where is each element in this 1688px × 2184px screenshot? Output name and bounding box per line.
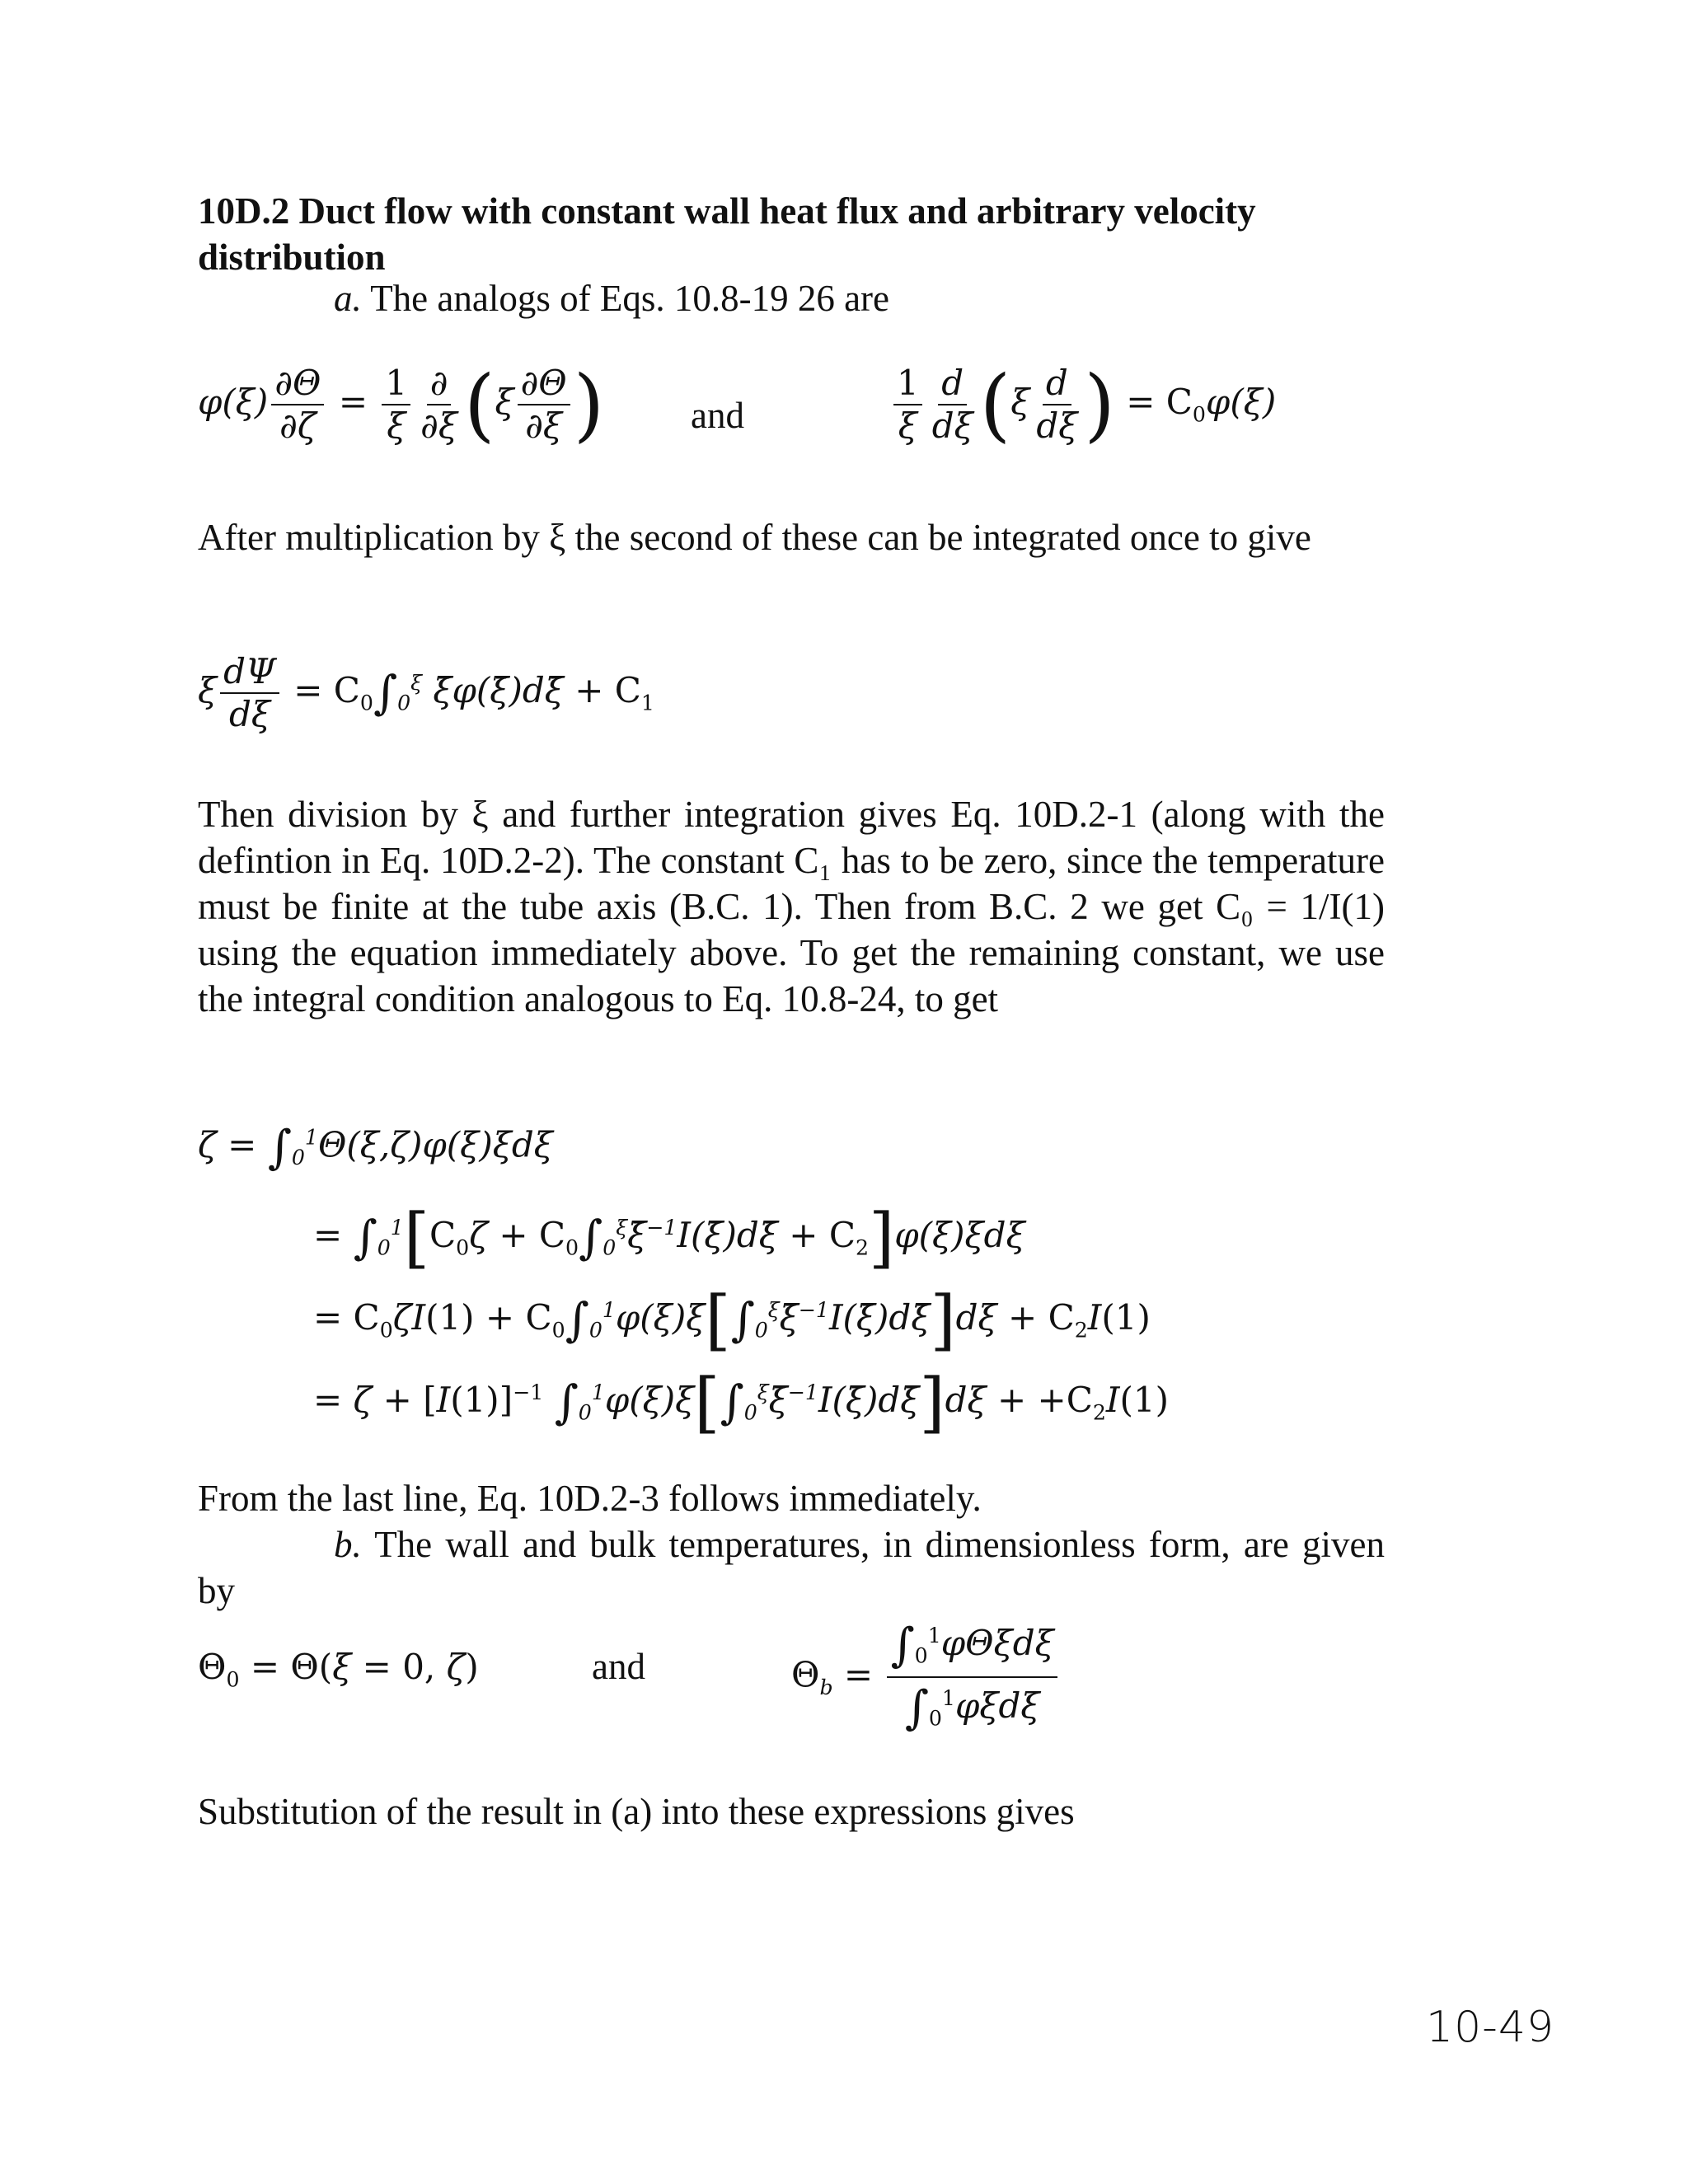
part-b-intro bbox=[198, 1521, 1385, 1614]
equation-zeta-line-1: $\zeta = \int_0^1\Theta(\xi,\zeta)\varphi(\xi)\xi d\xi$ bbox=[198, 1121, 553, 1174]
paragraph-after-eq3: From the last line, Eq. 10D.2-3 follows immediately. bbox=[198, 1478, 982, 1519]
part-b-intro-text: The wall and bulk temperatures, in dimensionless form, are given by bbox=[198, 1524, 1386, 1611]
part-a-label: a. bbox=[334, 278, 362, 319]
equation-psi-analog: $\frac{1}{\xi}$ $\frac{d}{d\xi}$ (ξ $\frac{d}{d\xi}$ ) = $C_0\varphi(\xi)$ bbox=[890, 363, 1276, 447]
equation-connector-and: and bbox=[691, 395, 744, 436]
equation-bulk-temperature: $\Theta_b$ = $\frac{\int_0^1\varphi\Theta\xi d\xi}{\int_0^1\varphi\xi d\xi}$ bbox=[791, 1615, 1061, 1740]
equation-wall-temperature: $\Theta_0 = \Theta(\xi = 0$, ζ) bbox=[198, 1647, 479, 1692]
equation-zeta-line-3: = $C_0\zeta I(1)$ + $C_0\int_0^1\varphi(\xi)\xi[\int_0^\xi\xī^{-1}I(\xī)d\xī]d\xi + C_2I(1)$ bbox=[313, 1282, 1151, 1358]
paragraph-closing: Substitution of the result in (a) into these expressions gives bbox=[198, 1791, 1075, 1832]
equation-zeta-line-4: = $\zeta + [I(1)]^{-1}$ $\int_0^1\varphi(\xi)\xi[\int_0^\xi\xī^{-1}I(\xī)d\xī]d\xi + +C_2I(1)$ bbox=[313, 1364, 1169, 1441]
equation-integrated-once: ξ $\frac{d\Psi}{d\xi}$ = $C_0\int_0^\xi$ ξ̄φ(ξ̄)dξ̄ + $C_1$ bbox=[198, 651, 654, 734]
equation-energy-analog: φ(ξ) $\frac{\partial\Theta}{\partial\zeta}$ = $\frac{1}{\xi}$ $\frac{\partial}{\partial\xi}$ (ξ $\frac{\partial\Theta}{\partial\xi}$ ) bbox=[198, 359, 605, 451]
paragraph-after-eq1: After multiplication by ξ the second of these can be integrated once to give bbox=[198, 517, 1311, 558]
part-a-intro bbox=[334, 275, 1405, 321]
equation-connector-and-b: and bbox=[592, 1646, 645, 1687]
page-number: 10-49 bbox=[1426, 2003, 1555, 2052]
paragraph-after-eq2: Then division by ξ and further integration gives Eq. 10D.2-1 (along with the defintion in Eq. 10D.2-2). The constant C₁ has to be zero, since the temperature must be finite at the tube axis (B.C. 1). Then from B.C. 2 we get C₀ = 1/I(1) using the equation immediately above. To get the remaining constant, we use the integral condition analogous to Eq. 10.8-24, to get bbox=[198, 794, 1385, 1019]
equation-zeta-line-2: = $\int_0^1[C_0\zeta$ + $C_0\int_0^\xi\xī^{-1}I(\xī)d\xī + C_2]\varphi(\xi)\xi d\xi$ bbox=[313, 1199, 1025, 1276]
part-b-label: b. bbox=[334, 1524, 362, 1565]
section-title: 10D.2 Duct flow with constant wall heat flux and arbitrary velocity distribution bbox=[198, 190, 1256, 278]
part-a-intro-text: The analogs of Eqs. 10.8-19 26 are bbox=[370, 278, 890, 319]
